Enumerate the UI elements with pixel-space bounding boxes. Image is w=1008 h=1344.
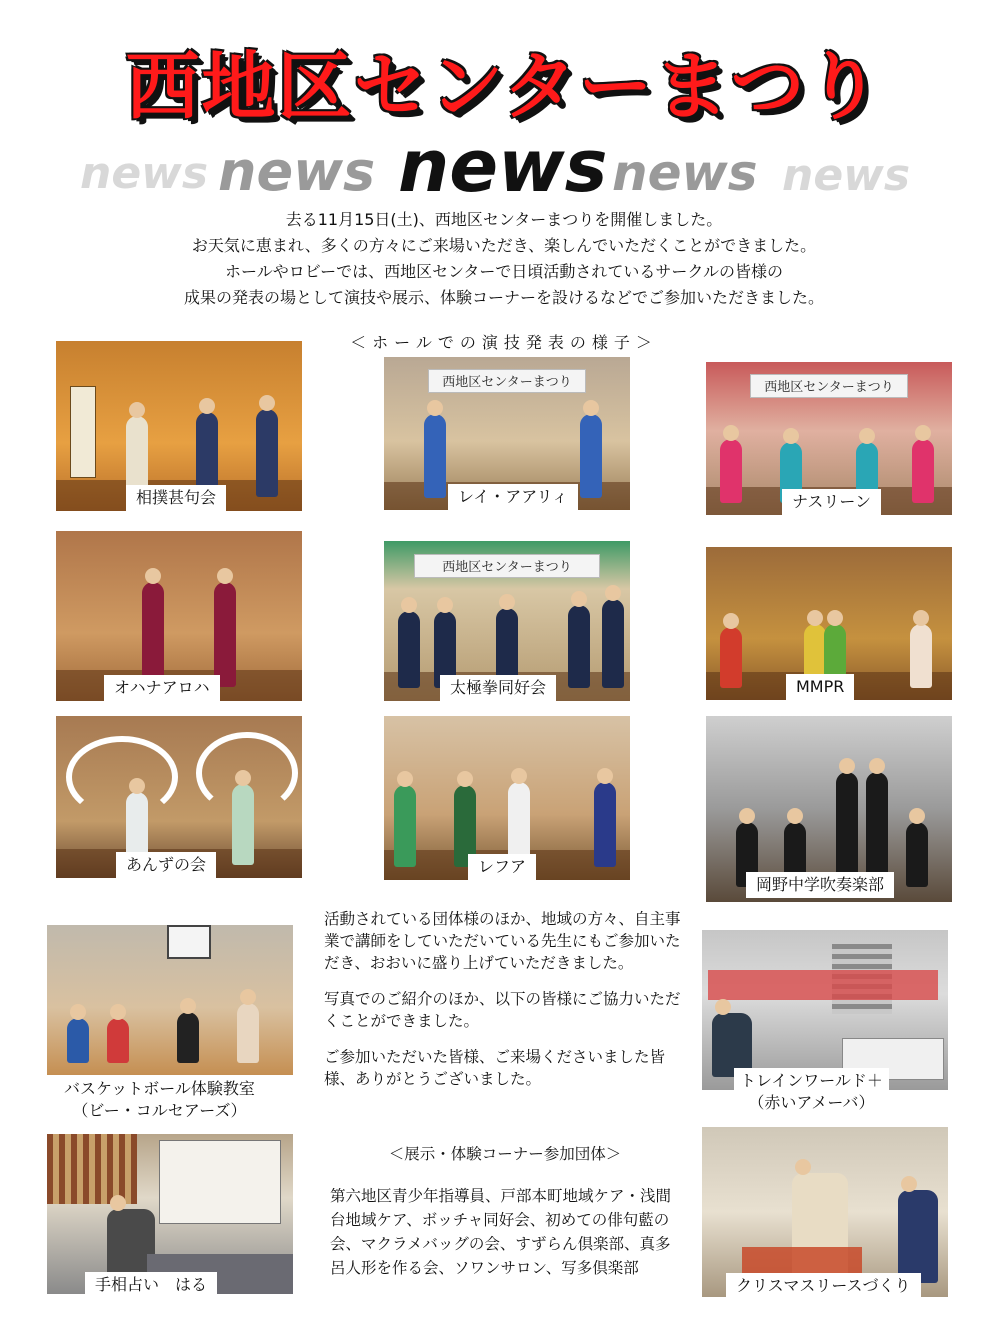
body-text [324,908,686,1104]
intro-text [90,207,918,311]
photo-mmpr [706,547,952,700]
hoop [167,925,211,959]
news-word: news [782,150,911,201]
photo-caption: MMPR [786,674,854,700]
ribbon [66,736,178,818]
photo-caption: レイ・アアリィ [448,484,578,510]
photo-taichi [384,541,630,701]
scroll-banner [70,386,96,478]
news-word-main: news [398,124,608,208]
intro-line: 去る11月15日(土)、西地区センターまつりを開催しました。 [285,210,723,229]
train-track [708,970,938,1000]
photo-okano-brass [706,716,952,902]
caption-line: （赤いアメーバ） [748,1093,875,1112]
intro-line: ホールやロビーでは、西地区センターで日頃活動されているサークルの皆様の [225,262,783,281]
photo-caption: 岡野中学吹奏楽部 [746,872,894,898]
news-word: news [218,140,376,203]
intro-line: 成果の発表の場として演技や展示、体験コーナーを設けるなどでご参加いただきました。 [183,288,824,307]
photo-caption: クリスマスリースづくり [726,1273,921,1297]
bookshelf [47,1134,137,1204]
caption-line: トレインワールド＋ [740,1071,883,1090]
hall-section-heading: ＜ホールでの演技発表の様子＞ [350,333,658,352]
photo-ohana-aloha [56,531,302,701]
participant-groups: 第六地区青少年指導員、戸部本町地域ケア・浅間台地域ケア、ボッチャ同好会、初めての俳句藍の会、マクラメバッグの会、すずらん倶楽部、真多呂人形を作る会、ソワンサロン、写多倶楽部 [330,1187,672,1277]
news-word: news [80,148,209,199]
poster-board [159,1140,281,1224]
photo-train-world [702,930,948,1090]
caption-line: バスケットボール体験教室 [64,1079,255,1098]
page-title: 西地区センターまつり [125,44,883,130]
stage-banner: 西地区センターまつり [414,554,601,578]
news-word: news [612,144,758,202]
photo-caption: 太極拳同好会 [440,675,556,701]
stage-banner: 西地区センターまつり [428,369,585,392]
photo-caption: 相撲甚句会 [126,485,226,511]
intro-line: お天気に恵まれ、多くの方々にご来場いただき、楽しんでいただくことができました。 [191,236,817,255]
photo-lehua [384,716,630,880]
body-paragraph: 写真でのご紹介のほか、以下の皆様にご協力いただくことができました。 [324,990,681,1030]
photo-caption [58,1078,261,1122]
photo-wreath [702,1127,948,1297]
photo-caption: 手相占い はる [85,1272,217,1294]
caption-line: （ビー・コルセアーズ） [72,1101,247,1120]
photo-nasreen [706,362,952,515]
photo-caption: ナスリーン [782,489,881,515]
photo-caption: あんずの会 [116,852,216,878]
body-paragraph: 活動されている団体様のほか、地域の方々、自主事業で講師をしていただいている先生にもご参加いただき、おおいに盛り上げていただきました。 [324,910,681,972]
stage-banner: 西地区センターまつり [750,374,907,397]
photo-lei-aalii [384,357,630,510]
photo-caption: オハナアロハ [104,675,220,701]
photo-caption: レフア [468,854,536,880]
body-paragraph: ご参加いただいた皆様、ご来場くださいました皆様、ありがとうございました。 [324,1048,666,1088]
photo-sumo-jinku [56,341,302,511]
photo-caption [734,1068,889,1116]
photo-basketball [47,925,293,1075]
exhibit-heading: ＜展示・体験コーナー参加団体＞ [388,1145,622,1163]
photo-palm-reading [47,1134,293,1294]
photo-anzu [56,716,302,878]
